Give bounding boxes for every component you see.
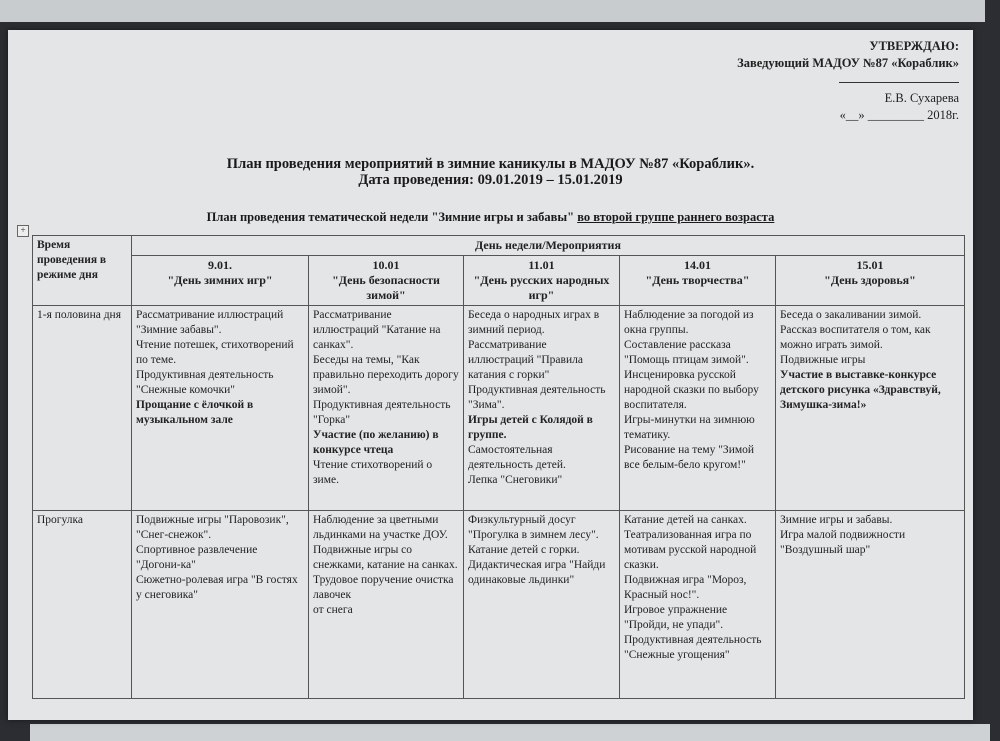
activity-cell bbox=[776, 306, 965, 511]
approve-title: УТВЕРЖДАЮ: bbox=[869, 39, 959, 53]
activity-text: Участие в выставке-конкурсе детского рисунка «Здравствуй, Зимушка-зима!» bbox=[780, 369, 941, 411]
time-column-header: Время проведения в режиме дня bbox=[33, 236, 132, 306]
activity-text: Продуктивная деятельность "Снежные комочки" bbox=[136, 369, 274, 396]
day-header bbox=[464, 256, 620, 306]
activity-text: Спортивное развлечение "Догони-ка" bbox=[136, 544, 258, 571]
day-theme: "День здоровья" bbox=[824, 273, 916, 287]
activity-text: Дидактическая игра "Найди одинаковые льдинки" bbox=[468, 559, 606, 586]
row-time-label: 1-я половина дня bbox=[33, 306, 132, 511]
day-header bbox=[132, 256, 309, 306]
activity-text: Продуктивная деятельность "Горка" bbox=[313, 399, 451, 426]
approve-name: Е.В. Сухарева bbox=[884, 91, 959, 105]
activity-text: Трудовое поручение очистка лавочек bbox=[313, 574, 454, 601]
day-date: 9.01. bbox=[208, 258, 232, 272]
activity-text: Чтение стихотворений о зиме. bbox=[313, 459, 433, 486]
day-theme: "День русских народных игр" bbox=[473, 273, 610, 302]
activity-text: Игры детей с Колядой в группе. bbox=[468, 414, 593, 441]
activity-text: Беседы на темы, "Как правильно переходить дорогу зимой". bbox=[313, 354, 459, 396]
activity-text: Зимние игры и забавы. bbox=[780, 514, 893, 526]
activity-text: Подвижные игры bbox=[780, 354, 866, 366]
activity-text: от снега bbox=[313, 604, 353, 616]
day-header bbox=[620, 256, 776, 306]
activity-cell bbox=[464, 306, 620, 511]
activity-cell bbox=[309, 511, 464, 699]
plan-subtitle bbox=[8, 210, 973, 225]
activity-text: Инсценировка русской народной сказки по выбору воспитателя. bbox=[624, 369, 759, 411]
activity-text: Продуктивная деятельность "Зима". bbox=[468, 384, 606, 411]
activity-text: Физкультурный досуг "Прогулка в зимнем лесу". bbox=[468, 514, 599, 541]
approve-position: Заведующий МАДОУ №87 «Кораблик» bbox=[737, 56, 959, 70]
table-row bbox=[33, 511, 965, 699]
next-sheet-edge bbox=[30, 724, 990, 741]
activity-cell bbox=[620, 306, 776, 511]
activity-text: Игры-минутки на зимнюю тематику. bbox=[624, 414, 755, 441]
activity-text: Продуктивная деятельность "Снежные угощения" bbox=[624, 634, 762, 661]
approval-block bbox=[737, 38, 959, 124]
activity-cell bbox=[132, 511, 309, 699]
activity-text: Беседа о закаливании зимой. bbox=[780, 309, 922, 321]
day-header bbox=[309, 256, 464, 306]
activity-text: Наблюдение за погодой из окна группы. bbox=[624, 309, 754, 336]
activity-text: Участие (по желанию) в конкурсе чтеца bbox=[313, 429, 439, 456]
activity-text: Катание детей с горки. bbox=[468, 544, 580, 556]
activity-text: Самостоятельная деятельность детей. bbox=[468, 444, 566, 471]
activity-text: Лепка "Снеговики" bbox=[468, 474, 563, 486]
signature-line bbox=[839, 72, 959, 83]
activity-text: Рассматривание иллюстраций "Правила катания с горки" bbox=[468, 339, 583, 381]
activity-text: Театрализованная игра по мотивам русской народной сказки. bbox=[624, 529, 757, 571]
plan-table bbox=[32, 235, 965, 699]
subtitle-group: во второй группе раннего возраста bbox=[577, 210, 775, 224]
title-text: План проведения мероприятий в зимние каникулы в МАДОУ №87 «Кораблик». bbox=[226, 156, 755, 172]
day-date: 15.01 bbox=[856, 258, 884, 272]
day-date: 11.01 bbox=[528, 258, 555, 272]
document-title bbox=[8, 156, 973, 188]
activity-text: Игровое упражнение "Пройди, не упади". bbox=[624, 604, 728, 631]
activity-cell bbox=[620, 511, 776, 699]
activity-text: Наблюдение за цветными льдинками на участке ДОУ. bbox=[313, 514, 448, 541]
day-header bbox=[776, 256, 965, 306]
activity-text: "Снег-снежок". bbox=[136, 529, 212, 541]
activity-cell bbox=[776, 511, 965, 699]
document-sheet bbox=[8, 30, 973, 720]
activity-text: Рассматривание иллюстраций "Зимние забавы". bbox=[136, 309, 284, 336]
day-theme: "День творчества" bbox=[645, 273, 750, 287]
activity-text: Подвижные игры со снежками, катание на санках. bbox=[313, 544, 458, 571]
week-header: День недели/Мероприятия bbox=[132, 236, 965, 256]
activity-text: Чтение потешек, стихотворений по теме. bbox=[136, 339, 294, 366]
table-row bbox=[33, 306, 965, 511]
activity-cell bbox=[132, 306, 309, 511]
activity-text: Рисование на тему "Зимой все белым-бело кругом!" bbox=[624, 444, 755, 471]
activity-text: Сюжетно-ролевая игра "В гостях у снеговика" bbox=[136, 574, 298, 601]
approve-date: «__» _________ 2018г. bbox=[839, 108, 959, 122]
day-theme: "День безопасности зимой" bbox=[332, 273, 440, 302]
subtitle-main: План проведения тематической недели "Зимние игры и забавы" bbox=[206, 210, 575, 224]
activity-text: Игра малой подвижности "Воздушный шар" bbox=[780, 529, 906, 556]
activity-text: Рассматривание иллюстраций "Катание на санках". bbox=[313, 309, 441, 351]
day-date: 10.01 bbox=[372, 258, 400, 272]
activity-text: Подвижные игры "Паровозик", bbox=[136, 514, 289, 526]
activity-text: Катание детей на санках. bbox=[624, 514, 747, 526]
activity-text: Составление рассказа "Помощь птицам зимой". bbox=[624, 339, 749, 366]
day-date: 14.01 bbox=[684, 258, 711, 272]
previous-sheet-edge bbox=[0, 0, 985, 22]
activity-cell bbox=[309, 306, 464, 511]
activity-cell bbox=[464, 511, 620, 699]
row-time-label: Прогулка bbox=[33, 511, 132, 699]
activity-text: Беседа о народных играх в зимний период. bbox=[468, 309, 600, 336]
activity-text: Подвижная игра "Мороз, Красный нос!". bbox=[624, 574, 747, 601]
date-range: Дата проведения: 09.01.2019 – 15.01.2019 bbox=[358, 172, 623, 188]
day-theme: "День зимних игр" bbox=[167, 273, 273, 287]
table-move-handle-icon[interactable]: + bbox=[17, 225, 29, 237]
activity-text: Рассказ воспитателя о том, как можно играть зимой. bbox=[780, 324, 931, 351]
activity-text: Прощание с ёлочкой в музыкальном зале bbox=[136, 399, 254, 426]
